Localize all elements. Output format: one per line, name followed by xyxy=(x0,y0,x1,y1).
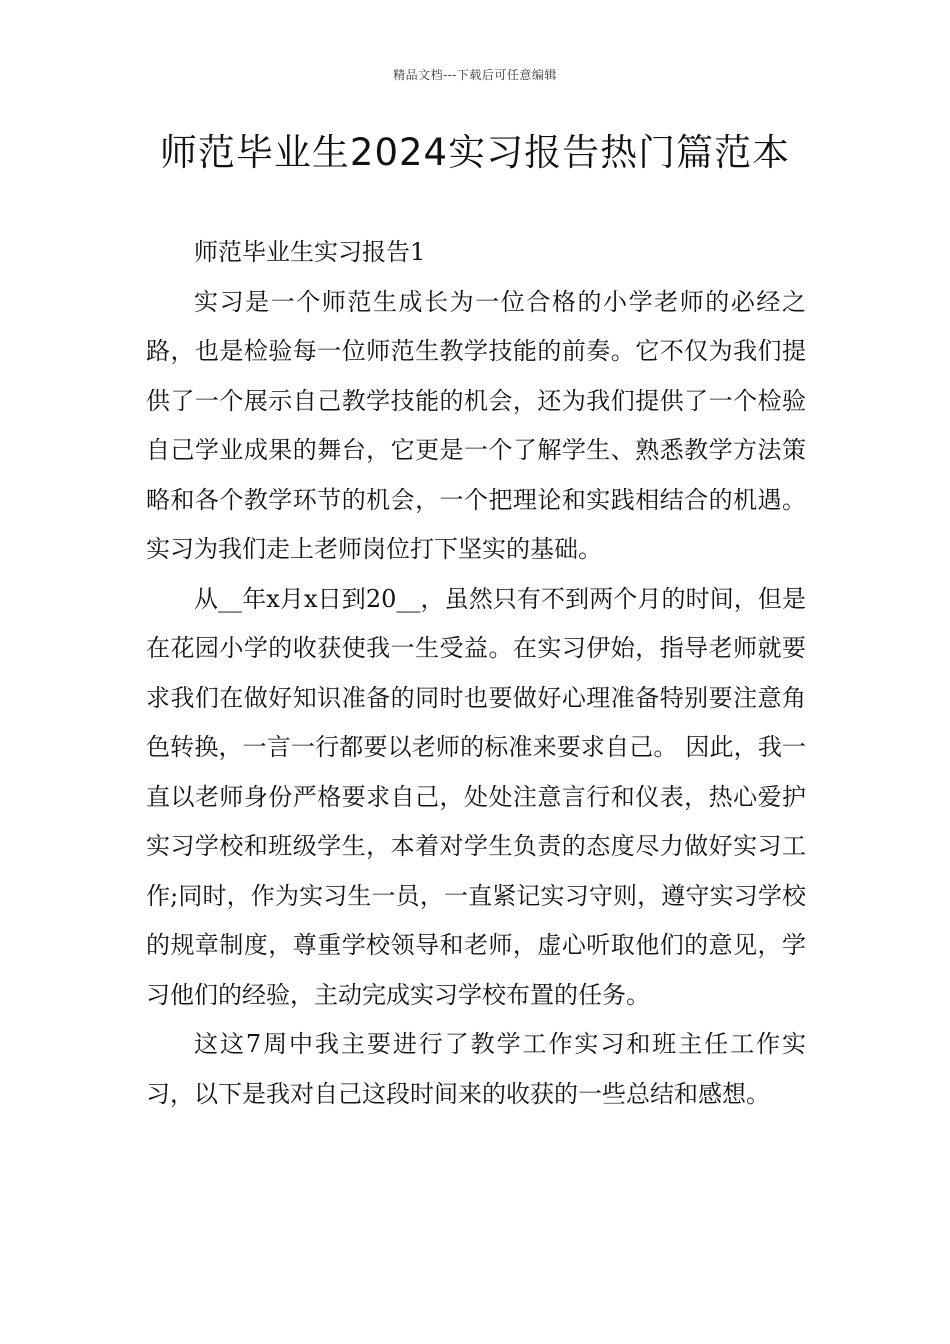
header-note: 精品文档---下载后可任意编辑 xyxy=(393,68,557,82)
section-heading: 师范毕业生实习报告1 xyxy=(194,238,426,266)
document-title: 师范毕业生2024实习报告热门篇范本 xyxy=(159,131,791,174)
paragraph: 实习是一个师范生成长为一位合格的小学老师的必经之路，也是检验每一位师范生教学技能的前奏。它不仅为我们提供了一个展示自己教学技能的机会，还为我们提供了一个检验自己学业成果的舞台，它更是一个了解学生、熟悉教学方法策略和各个教学环节的机会，一个把理论和实践相结合的机遇。实习为我们走上老师岗位打下坚实的基础。 xyxy=(146,287,806,563)
document-body xyxy=(146,228,806,1119)
paragraph: 这这7周中我主要进行了教学工作实习和班主任工作实习，以下是我对自己这段时间来的收获的一些总结和感想。 xyxy=(146,1030,806,1108)
paragraph: 从__年x月x日到20__，虽然只有不到两个月的时间，但是在花园小学的收获使我一生受益。在实习伊始，指导老师就要求我们在做好知识准备的同时也要做好心理准备特别要注意角色转换，一言一行都要以老师的标准来要求自己。 因此，我一直以老师身份严格要求自己，处处注意言行和仪表，热心爱护实习学校和班级学生，本着对学生负责的态度尽力做好实习工作;同时，作为实习生一员，一直紧记实习守则，遵守实习学校的规章制度，尊重学校领导和老师，虚心听取他们的意见，学习他们的经验，主动完成实习学校布置的任务。 xyxy=(146,584,806,1009)
